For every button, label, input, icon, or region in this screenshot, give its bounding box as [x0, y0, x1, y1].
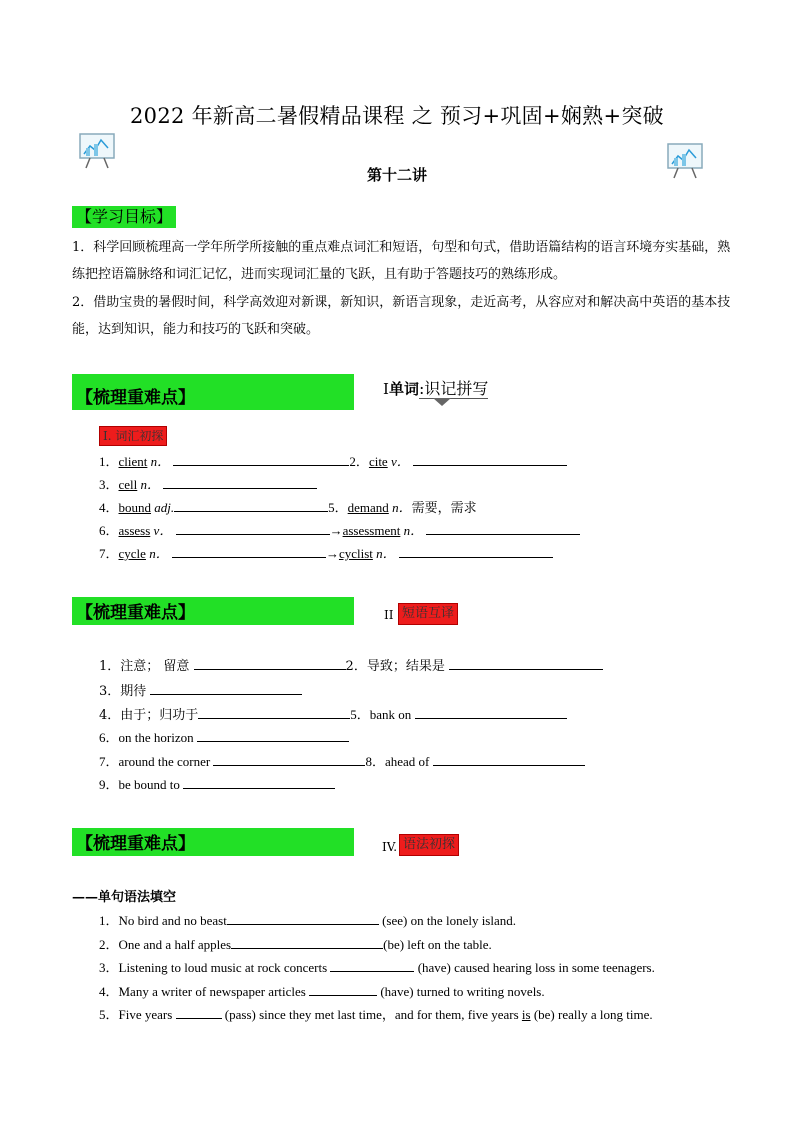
answer-blank[interactable]: [198, 706, 350, 719]
objectives-tag: 【学习目标】: [72, 206, 176, 228]
answer-blank[interactable]: [330, 959, 414, 972]
grammar-heading-number: IV.: [382, 840, 398, 854]
answer-blank[interactable]: [227, 912, 379, 925]
section-bar-grammar: [72, 828, 354, 856]
page-title: 2022 年新高二暑假精品课程 之 预习+巩固+娴熟+突破: [130, 104, 664, 128]
answer-blank[interactable]: [173, 453, 349, 466]
vocab-line-1: 1．client n． 2．cite v．: [99, 451, 567, 470]
section-label: 【梳理重难点】: [76, 834, 195, 854]
vocab-line-3: 4．bound adj. 5．demand n．需要，需求: [99, 500, 477, 515]
phrase-line-5: 7．around the corner 8．ahead of: [99, 751, 585, 770]
phrase-line-3: 4．由于；归功于 5．bank on: [99, 704, 567, 723]
answer-blank[interactable]: [309, 983, 377, 996]
phrase-line-6: 9．be bound to: [99, 774, 335, 793]
heading-bold: 单词: [388, 380, 419, 398]
heading-number: I: [383, 380, 389, 398]
section-label: 【梳理重难点】: [76, 603, 195, 623]
answer-blank[interactable]: [449, 657, 603, 670]
phrases-heading-number: II: [384, 608, 394, 622]
objective-item-2: 2．借助宝贵的暑假时间，科学高效迎对新课，新知识，新语言现象，走近高考，从容应对和解决高中英语的基本技能，达到知识，能力和技巧的飞跃和突破。: [72, 295, 731, 337]
answer-blank[interactable]: [197, 729, 349, 742]
heading-rest: :识记拼写: [418, 379, 489, 398]
section-bar-vocab: [72, 374, 354, 410]
phrase-line-4: 6．on the horizon: [99, 727, 349, 746]
answer-blank[interactable]: [213, 753, 365, 766]
lecture-number: 第十二讲: [366, 166, 427, 184]
answer-blank[interactable]: [433, 753, 585, 766]
objective-item-1: 1．科学回顾梳理高一学年所学所接触的重点难点词汇和短语，句型和句式，借助语篇结构的语言环境夯实基础，熟练把控语篇脉络和词汇记忆，进而实现词汇量的飞跃，且有助于答题技巧的熟练形成。: [72, 240, 731, 282]
answer-blank[interactable]: [150, 682, 302, 695]
answer-blank[interactable]: [172, 545, 326, 558]
answer-blank[interactable]: [183, 776, 335, 789]
grammar-line-3: 3．Listening to loud music at rock concerts (have) caused hearing loss in some teenagers.: [99, 960, 655, 975]
vocab-line-5: 7．cycle n． →cyclist n．: [99, 543, 553, 562]
answer-blank[interactable]: [231, 936, 383, 949]
answer-blank[interactable]: [399, 545, 553, 558]
vocab-line-2: 3．cell n．: [99, 474, 317, 493]
phrases-tag: 短语互译: [398, 603, 458, 625]
phrase-line-2: 3．期待: [99, 680, 302, 699]
grammar-line-2: 2．One and a half apples (be) left on the table.: [99, 937, 492, 952]
vocab-heading: [383, 376, 488, 399]
answer-blank[interactable]: [174, 499, 328, 512]
grammar-line-1: 1．No bird and no beast (see) on the lonely island.: [99, 913, 516, 928]
answer-blank[interactable]: [163, 476, 317, 489]
section-label: 【梳理重难点】: [76, 388, 195, 408]
answer-blank[interactable]: [176, 522, 330, 535]
vocab-tag: I. 词汇初探: [99, 426, 167, 446]
grammar-subheading: ——单句语法填空: [72, 890, 177, 905]
answer-blank[interactable]: [426, 522, 580, 535]
grammar-tag: 语法初探: [399, 834, 459, 856]
grammar-line-5: 5．Five years (pass) since they met last time，and for them, five years is (be) really a long time.: [99, 1007, 653, 1022]
vocab-line-4: 6．assess v． →assessment n．: [99, 520, 580, 539]
answer-blank[interactable]: [413, 453, 567, 466]
answer-blank[interactable]: [415, 706, 567, 719]
section-bar-phrases: [72, 597, 354, 625]
grammar-line-4: 4．Many a writer of newspaper articles (have) turned to writing novels.: [99, 984, 545, 999]
phrase-line-1: 1．注意； 留意 2．导致；结果是: [99, 655, 603, 674]
answer-blank[interactable]: [176, 1006, 222, 1019]
answer-blank[interactable]: [194, 657, 346, 670]
caret-down-icon: [433, 398, 451, 406]
